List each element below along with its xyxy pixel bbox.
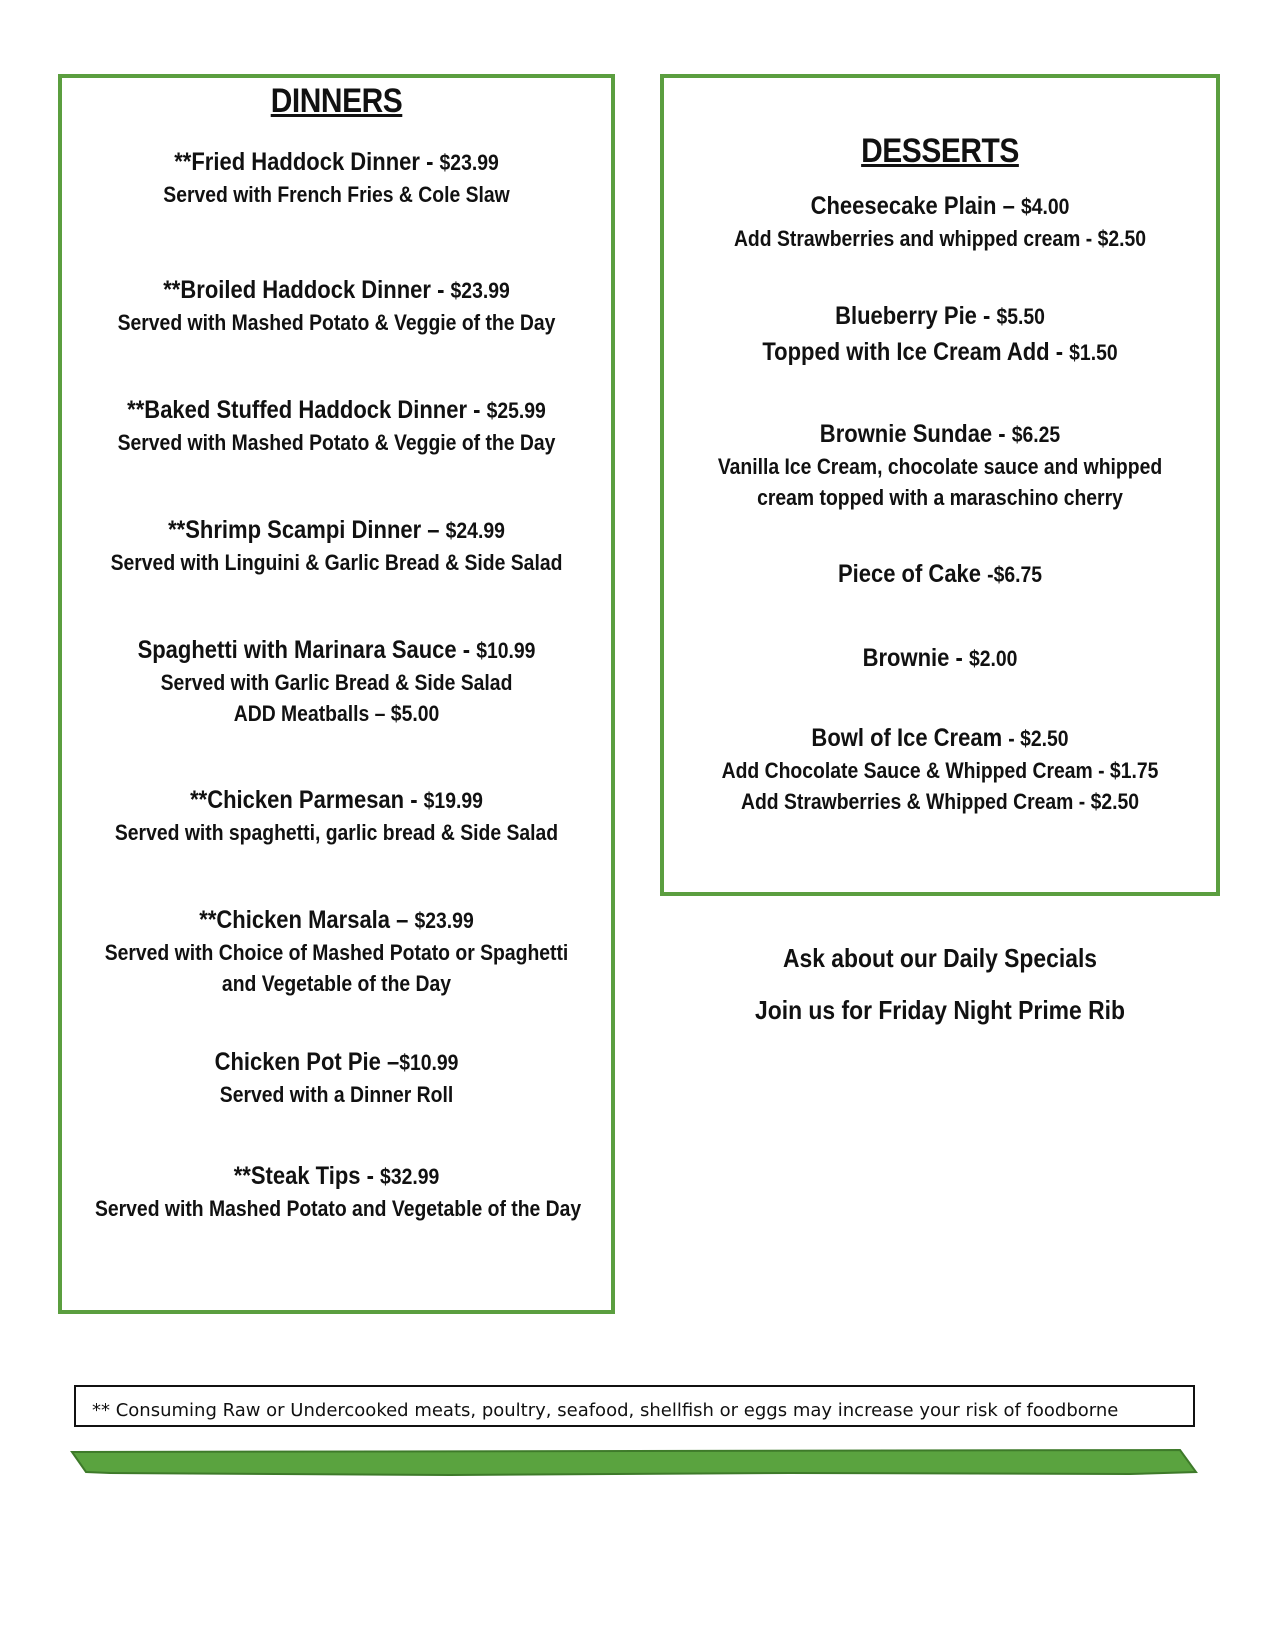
menu-item-description: Served with Choice of Mashed Potato or Spaghetti (104, 940, 569, 965)
desserts-panel (660, 74, 1220, 896)
menu-item (664, 558, 1216, 591)
menu-item-description: Vanilla Ice Cream, chocolate sauce and whipped (717, 454, 1163, 479)
menu-item-name: Cheesecake Plain – (810, 192, 1021, 220)
menu-item-description: Served with French Fries & Cole Slaw (163, 182, 510, 207)
menu-item-title (697, 300, 1183, 333)
menu-item-price: $32.99 (380, 1164, 440, 1189)
menu-item-title (95, 904, 578, 937)
menu-item-price: -$6.75 (987, 562, 1043, 587)
green-ribbon-decoration (70, 1448, 1200, 1478)
daily-specials-note: Ask about our Daily Specials (782, 943, 1098, 973)
prime-rib-note: Join us for Friday Night Prime Rib (755, 995, 1125, 1025)
menu-item-title (95, 514, 578, 547)
menu-item-name: Spaghetti with Marinara Sauce - (137, 636, 477, 664)
menu-item-description: Served with Mashed Potato and Vegetable of the Day (94, 1196, 582, 1221)
menu-item-title (697, 642, 1183, 675)
menu-item-title (697, 418, 1183, 451)
menu-item-name: Topped with Ice Cream Add - (762, 338, 1070, 366)
menu-item-description: Served with Mashed Potato & Veggie of the Day (117, 310, 556, 335)
menu-item-name: **Broiled Haddock Dinner - (163, 276, 451, 304)
menu-item-description: Add Strawberries and whipped cream - $2.50 (733, 226, 1147, 251)
menu-item-title (95, 634, 578, 667)
menu-item-title (95, 1046, 578, 1079)
menu-item-name: **Baked Stuffed Haddock Dinner - (127, 396, 487, 424)
menu-item-title (697, 336, 1183, 369)
menu-item-name: **Shrimp Scampi Dinner – (168, 516, 446, 544)
menu-item-name: Piece of Cake (837, 560, 988, 588)
menu-item-name: Brownie Sundae - (819, 420, 1012, 448)
menu-item-price: $25.99 (486, 398, 546, 423)
menu-item (62, 274, 611, 338)
menu-item-title (697, 722, 1183, 755)
menu-item-title (95, 1160, 578, 1193)
menu-item-name: Blueberry Pie - (835, 302, 997, 330)
menu-item-price: $4.00 (1020, 194, 1070, 219)
menu-item (664, 418, 1216, 513)
menu-item (664, 336, 1216, 369)
dinners-panel (58, 74, 615, 1314)
menu-item-title (697, 558, 1183, 591)
dinners-heading: DINNERS (270, 82, 403, 120)
menu-item-name: **Chicken Marsala – (199, 906, 415, 934)
menu-item-name: **Chicken Parmesan - (190, 786, 424, 814)
menu-item-description: and Vegetable of the Day (221, 971, 452, 996)
menu-item (62, 394, 611, 458)
desserts-heading-wrap (664, 132, 1216, 171)
menu-item (62, 784, 611, 848)
menu-item-description: Add Strawberries & Whipped Cream - $2.50 (740, 789, 1140, 814)
menu-item (62, 146, 611, 210)
menu-item (664, 190, 1216, 254)
menu-item (664, 722, 1216, 817)
menu-item-title (95, 146, 578, 179)
menu-item (664, 300, 1216, 333)
menu-item-description: Served with spaghetti, garlic bread & Side Salad (114, 820, 559, 845)
desserts-heading: DESSERTS (861, 132, 1019, 170)
menu-item-title (697, 190, 1183, 223)
menu-item-description: Served with Mashed Potato & Veggie of the Day (117, 430, 556, 455)
menu-item-name: **Steak Tips - (233, 1162, 381, 1190)
menu-item-name: **Fried Haddock Dinner - (174, 148, 440, 176)
menu-item (62, 904, 611, 999)
dinners-heading-wrap (62, 82, 611, 121)
menu-item-description: Served with a Dinner Roll (219, 1082, 454, 1107)
menu-item-price: $2.00 (968, 646, 1018, 671)
menu-item-name: Brownie - (862, 644, 969, 672)
menu-item-price: $10.99 (399, 1050, 459, 1075)
menu-item-price: - $2.50 (1008, 726, 1069, 751)
menu-item-price: $23.99 (450, 278, 510, 303)
allergy-disclaimer: ** Consuming Raw or Undercooked meats, poultry, seafood, shellfish or eggs may increase your risk of foodborne (74, 1385, 1195, 1427)
menu-item (62, 1160, 611, 1224)
menu-item-title (95, 394, 578, 427)
menu-item-price: $24.99 (445, 518, 505, 543)
menu-item-description: cream topped with a maraschino cherry (757, 485, 1123, 510)
menu-item-price: $23.99 (414, 908, 474, 933)
menu-item-description: Add Chocolate Sauce & Whipped Cream - $1.75 (721, 758, 1159, 783)
menu-item-title (95, 784, 578, 817)
menu-item-price: $23.99 (439, 150, 499, 175)
menu-item-description: ADD Meatballs – $5.00 (233, 701, 440, 726)
menu-item-price: $6.25 (1011, 422, 1061, 447)
menu-item-name: Chicken Pot Pie – (214, 1048, 400, 1076)
menu-item-description: Served with Linguini & Garlic Bread & Side Salad (110, 550, 563, 575)
menu-item-name: Bowl of Ice Cream (811, 724, 1009, 752)
menu-item-price: $19.99 (423, 788, 483, 813)
menu-item (62, 1046, 611, 1110)
menu-item (62, 634, 611, 729)
menu-item (62, 514, 611, 578)
menu-item-description: Served with Garlic Bread & Side Salad (160, 670, 513, 695)
menu-item-price: $5.50 (996, 304, 1045, 329)
menu-item-price: $1.50 (1069, 340, 1118, 365)
menu-item-price: $10.99 (476, 638, 536, 663)
menu-item (664, 642, 1216, 675)
menu-item-title (95, 274, 578, 307)
